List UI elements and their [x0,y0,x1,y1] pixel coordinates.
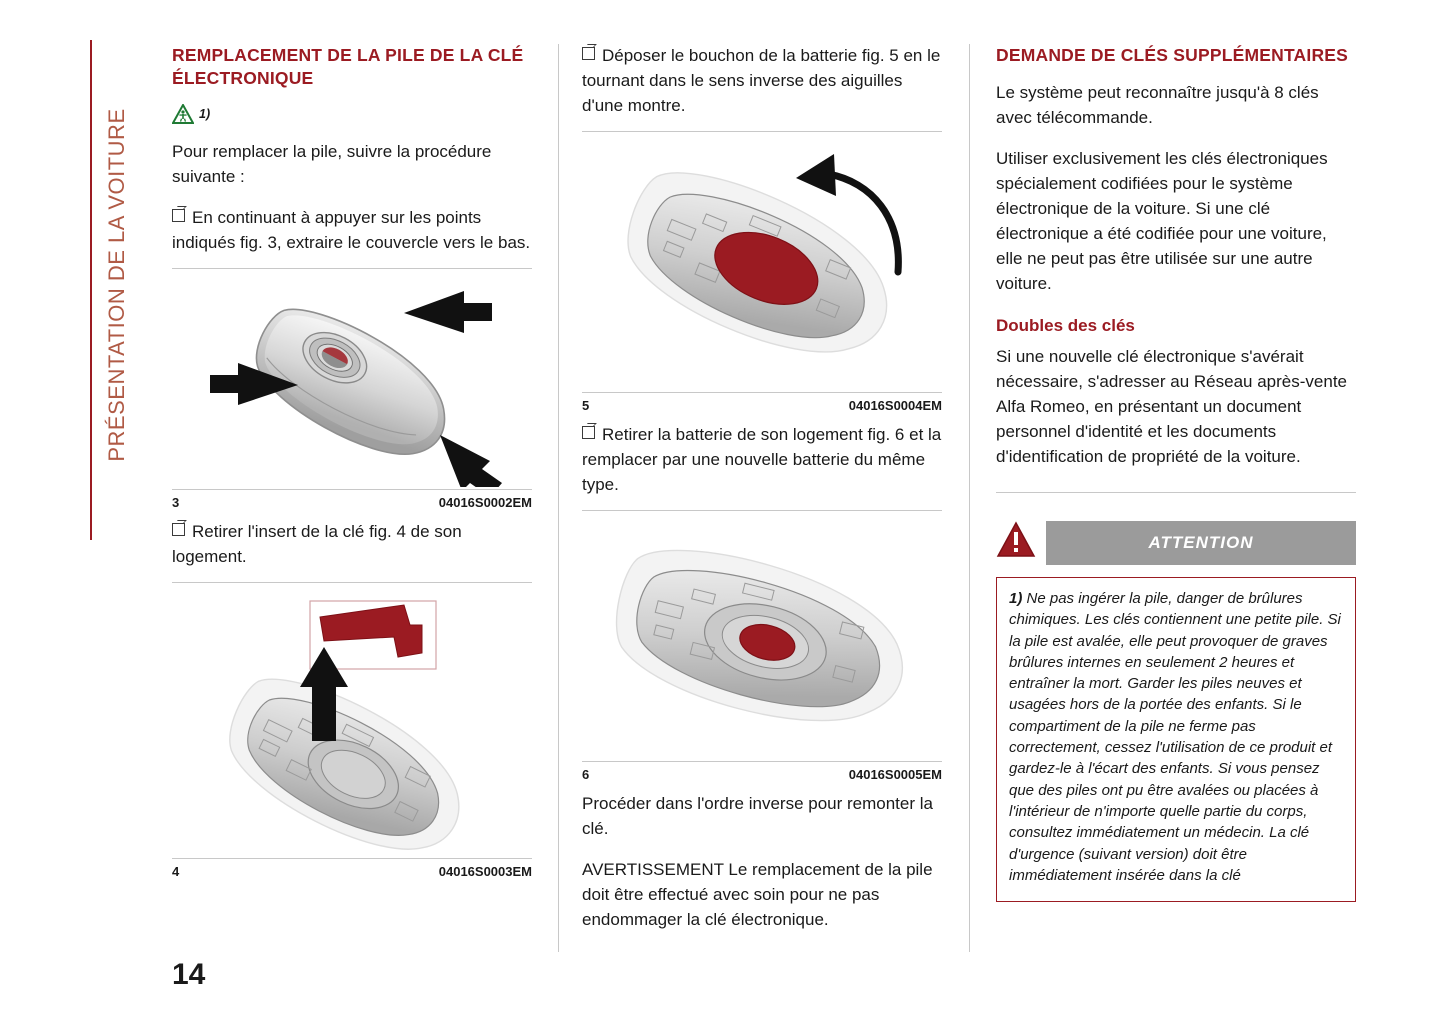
paragraph-warning-notice: AVERTISSEMENT Le remplacement de la pile doit être effectué avec soin pour ne pas endommager la clé électronique. [582,859,933,929]
figure-3 [172,268,532,510]
figure-6-code: 04016S0005EM [848,766,942,782]
bullet-remove-cover-text: En continuant à appuyer sur les points indiqués fig. 3, extraire le couvercle vers le bas. [172,208,531,253]
column-divider-2 [969,44,970,952]
paragraph-reassemble: Procéder dans l'ordre inverse pour remonter la clé. [582,793,933,838]
figure-4-code: 04016S0003EM [438,864,532,880]
column-divider-1 [558,44,559,952]
figure-3-caption [172,489,532,510]
bullet-replace-battery-text: Retirer la batterie de son logement fig. 6 et la remplacer par une nouvelle batterie du même type. [582,424,942,494]
chapter-tab-label: PRÉSENTATION DE LA VOITURE [104,108,129,462]
figure-5-image [582,140,942,390]
attention-label: ATTENTION [1148,532,1254,552]
figure-4 [172,582,532,879]
attention-band [1046,521,1356,565]
bullet-remove-battery-cap-text: Déposer le bouchon de la batterie fig. 5 en le tournant dans le sens inverse des aiguilles d'une montre. [582,46,941,115]
bullet-remove-insert [172,520,532,570]
paragraph-key-coding: Utiliser exclusivement les clés électroniques spécialement codifiées pour le système électronique de la voiture. Si une clé électronique a été codifiée pour une voiture, elle ne peut pas être utilisée sur une autre voiture. [996,149,1328,293]
bullet-remove-insert-text: Retirer l'insert de la clé fig. 4 de son logement. [172,522,462,567]
attention-note-text: Ne pas ingérer la pile, danger de brûlures chimiques. Les clés contiennent une petite pile. Si la pile est avalée, elle peut provoquer de graves brûlures internes en seulement 2 heures et entraîner la mort. Garder les piles neuves et usagées hors de la portée des enfants. Si le compartiment de la pile ne ferme pas correctement, cessez l'utilisation de ce produit et gardez-le à l'écart des enfants. Si vous pensez que des piles ont pu être avalées ou placées à l'intérieur de n'importe quelle partie du corps, consultez immédiatement un médecin. La clé d'urgence (suivant version) doit être immédiatement insérée dans la clé [1009,589,1341,884]
paragraph-key-count: Le système peut reconnaître jusqu'à 8 clés avec télécommande. [996,83,1319,128]
figure-5-number: 5 [582,397,590,413]
figure-3-code: 04016S0002EM [438,495,532,511]
figure-6-image [582,519,942,759]
paragraph-duplicate-keys: Si une nouvelle clé électronique s'avérait nécessaire, s'adresser au Réseau après-vente Alfa Romeo, en présentant un document personnel d'identité et les documents d'identification de propriété de la voiture. [996,347,1347,466]
paragraph-procedure-intro: Pour remplacer la pile, suivre la procédure suivante : [172,142,492,187]
attention-paragraph [1009,588,1343,886]
figure-4-number: 4 [172,864,180,880]
column-2 [582,44,942,949]
page-number: 14 [172,958,206,991]
column-3-rule [996,492,1356,493]
figure-6-number: 6 [582,766,590,782]
bullet-remove-battery-cap [582,44,942,119]
chapter-tab [90,40,136,540]
safety-note-marker [172,104,532,124]
bullet-remove-cover [172,206,532,256]
figure-6-caption [582,761,942,782]
square-bullet-icon [582,47,595,60]
attention-body [996,577,1356,902]
additional-keys-title: DEMANDE DE CLÉS SUPPLÉMENTAIRES [996,45,1349,65]
bullet-replace-battery [582,423,942,498]
figure-3-number: 3 [172,495,180,511]
figure-4-image [172,591,532,856]
duplicate-keys-subtitle: Doubles des clés [996,315,1135,335]
square-bullet-icon [172,209,185,222]
square-bullet-icon [582,426,595,439]
attention-header [996,521,1356,565]
figure-5-code: 04016S0004EM [848,397,942,413]
warning-triangle-icon [172,104,194,124]
column-1 [172,44,532,889]
safety-note-ref: 1) [199,107,211,122]
attention-note-ref: 1) [1009,589,1023,607]
figure-5-caption [582,392,942,413]
attention-warning-icon [996,520,1036,565]
figure-4-caption [172,858,532,879]
column-3 [996,44,1356,902]
section-title: REMPLACEMENT DE LA PILE DE LA CLÉ ÉLECTRONIQUE [172,45,524,89]
figure-3-image [172,277,532,487]
figure-5 [582,131,942,413]
square-bullet-icon [172,523,185,536]
figure-6 [582,510,942,782]
attention-block [996,521,1356,902]
